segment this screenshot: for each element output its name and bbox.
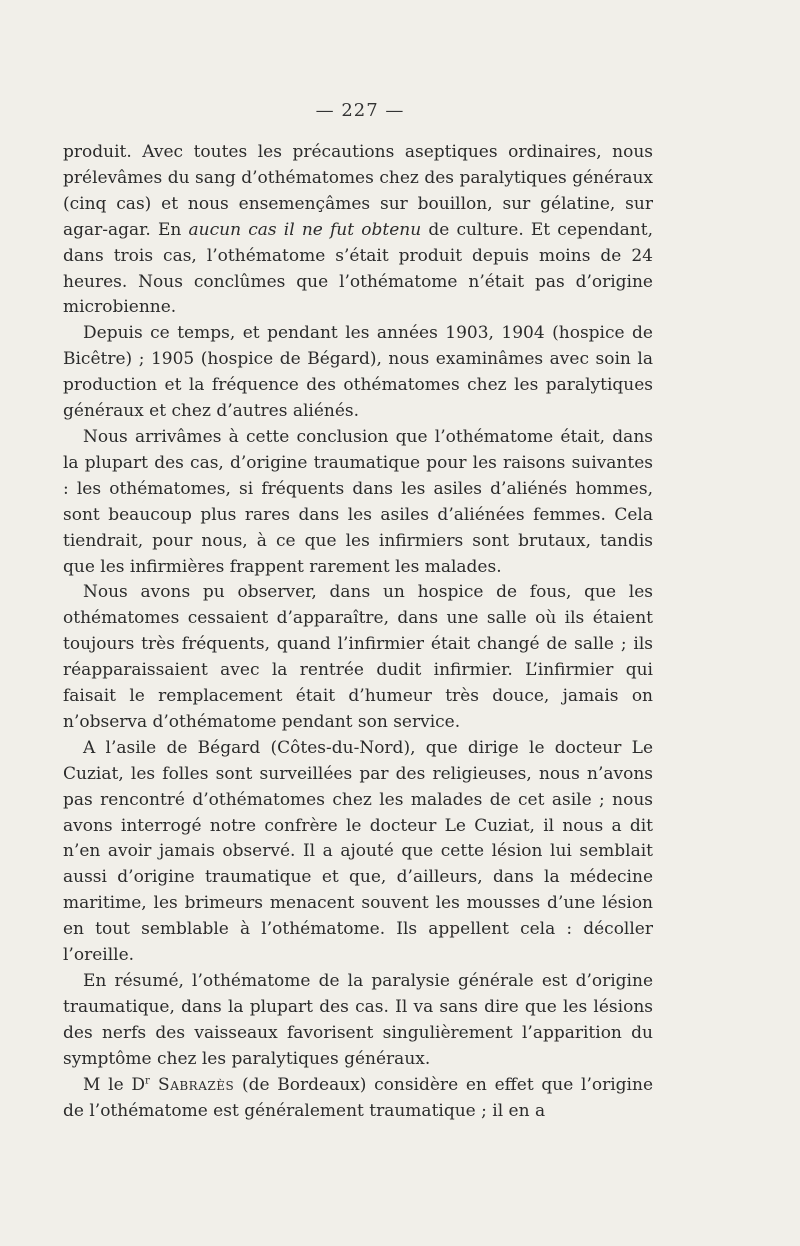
paragraph-4: Nous avons pu observer, dans un hospice de fous, que les othématomes cessaient d’apparaître, dans une salle où ils étaient toujours très fréquents, quand l’infirmier était changé de salle ; ils réapparaissaient avec la rentrée dudit infirmier. L’infirmier qui faisait le remplacement était d’humeur très douce, jamais on n’observa d’othématome pendant son service.	[63, 582, 653, 732]
paragraph-7-prefix: M le D	[83, 1074, 146, 1095]
page-number: — 227 —	[315, 100, 405, 121]
paragraph-1-italic: aucun cas il ne fut obtenu	[188, 219, 422, 240]
body-text	[63, 140, 653, 1124]
paragraph-5: A l’asile de Bégard (Côtes-du-Nord), que dirige le docteur Le Cuziat, les folles sont surveillées par des religieuses, nous n’avons pas rencontré d’othématomes chez les malades de cet asile ; nous avons interrogé notre confrère le docteur Le Cuziat, il nous a dit n’en avoir jamais observé. Il a ajouté que cette lésion lui semblait aussi d’origine traumatique et que, d’ailleurs, dans la médecine maritime, les brimeurs menacent souvent les mousses d’une lésion en tout semblable à l’othématome. Ils appellent cela : décoller l’oreille.	[63, 737, 653, 966]
paragraph-2: Depuis ce temps, et pendant les années 1903, 1904 (hospice de Bicêtre) ; 1905 (hospice de Bégard), nous examinâmes avec soin la production et la fréquence des othématomes chez les paralytiques généraux et chez d’autres aliénés.	[63, 323, 653, 422]
paragraph-7	[63, 1073, 653, 1125]
paragraph-7-superscript: r	[145, 1074, 150, 1086]
paragraph-3: Nous arrivâmes à cette conclusion que l’othématome était, dans la plupart des cas, d’origine traumatique pour les raisons suivantes : les othématomes, si fréquents dans les asiles d’aliénés hommes, sont beaucoup plus rares dans les asiles d’aliénées femmes. Cela tiendrait, pour nous, à ce que les infirmiers sont brutaux, tandis que les infirmières frappent rarement les malades.	[63, 426, 653, 577]
paragraph-7-suffix: (de Bordeaux) considère en effet que l’origine de l’othématome est généralement traumatique ; il en a	[63, 1074, 654, 1121]
paragraph-1-end: de culture. Et cependant, dans trois cas, l’othématome s’était produit depuis moins de 24 heures. Nous conclûmes que l’othématome n’était pas d’origine microbienne.	[63, 219, 653, 318]
author-name: Sabrazès	[149, 1074, 235, 1095]
paragraph-1-start: produit. Avec toutes les précautions aseptiques ordinaires, nous prélevâmes du sang d’othématomes chez des paralytiques généraux (cinq cas) et nous ensemençâmes sur bouillon, sur gélatine, sur agar-agar. En	[63, 142, 653, 240]
paragraph-1	[63, 140, 653, 321]
paragraph-6: En résumé, l’othématome de la paralysie générale est d’origine traumatique, dans la plupart des cas. Il va sans dire que les lésions des nerfs des vaisseaux favorisent singulièrement l’apparition du symptôme chez les paralytiques généraux.	[63, 971, 653, 1069]
